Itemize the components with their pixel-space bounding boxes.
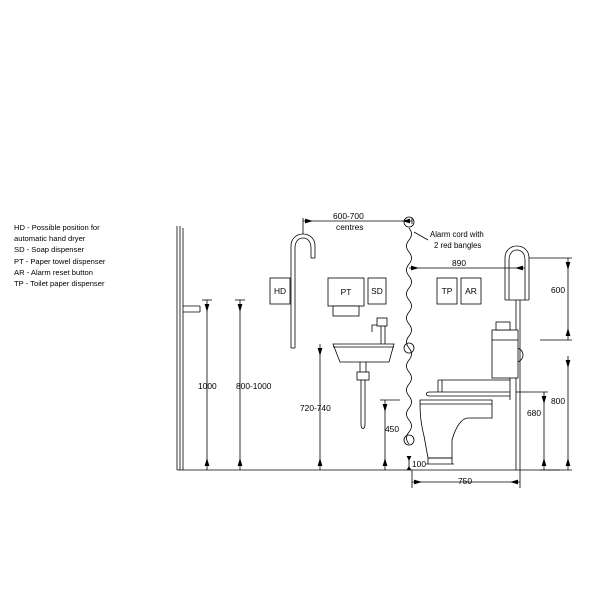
hd-label: HD xyxy=(273,286,287,296)
cistern xyxy=(492,322,518,378)
legend-line-4: PT - Paper towel dispenser xyxy=(14,256,106,266)
legend-line-6: TP - Toilet paper dispenser xyxy=(14,279,105,289)
dim-label-800-1000: 800-1000 xyxy=(236,381,272,391)
dim-label-centres: centres xyxy=(336,222,364,232)
wall-partition xyxy=(177,226,183,470)
left-grab-rail xyxy=(291,234,315,348)
ar-label: AR xyxy=(465,286,477,296)
dim-label-600: 600 xyxy=(551,285,565,295)
dim-450 xyxy=(380,400,400,470)
tp-label: TP xyxy=(441,286,453,296)
legend-line-1: HD - Possible position for xyxy=(14,223,100,232)
alarm-cord-note-line1: Alarm cord with xyxy=(430,230,484,239)
dim-label-890: 890 xyxy=(452,258,466,268)
right-grab-rail xyxy=(505,246,529,300)
dim-label-720-740: 720-740 xyxy=(300,403,331,413)
dim-label-600-700: 600-700 xyxy=(333,211,364,221)
pt-box xyxy=(328,278,364,316)
alarm-cord xyxy=(404,217,414,445)
dim-label-1000: 1000 xyxy=(198,381,217,391)
alarm-cord-note-line2: 2 red bangles xyxy=(434,241,482,250)
dim-890 xyxy=(409,266,525,271)
legend-line-3: SD - Soap dispenser xyxy=(14,245,85,255)
dim-100 xyxy=(407,456,412,470)
dim-680 xyxy=(516,392,548,470)
dim-label-680: 680 xyxy=(527,408,541,418)
legend xyxy=(14,222,164,289)
dim-label-450: 450 xyxy=(385,424,399,434)
mirror-panel xyxy=(183,306,200,312)
dim-label-100: 100 xyxy=(412,459,426,469)
dim-600 xyxy=(529,258,572,340)
legend-line-2: automatic hand dryer xyxy=(14,234,86,244)
legend-line-5: AR - Alarm reset button xyxy=(14,267,93,277)
sd-label: SD xyxy=(371,286,383,296)
pt-label: PT xyxy=(340,287,352,297)
dim-label-750: 750 xyxy=(458,476,472,486)
alarm-cord-leader xyxy=(414,232,428,240)
wc-pan xyxy=(420,400,492,464)
dim-label-800: 800 xyxy=(551,396,565,406)
dim-800 xyxy=(540,356,572,470)
